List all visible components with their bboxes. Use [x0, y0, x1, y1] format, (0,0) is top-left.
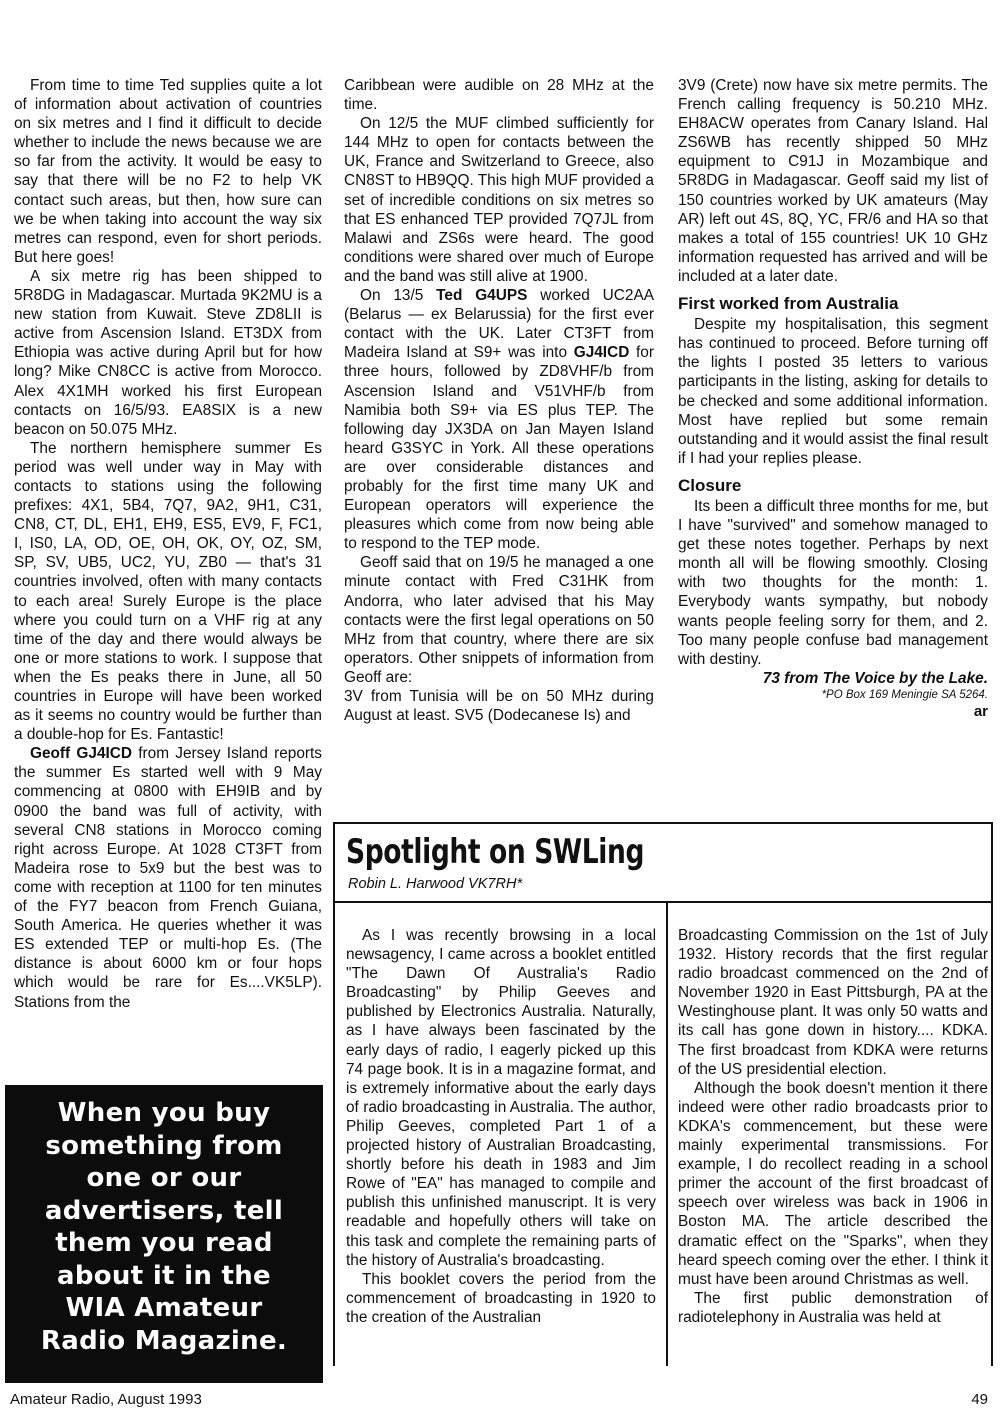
paragraph: The first public demonstration of radiotelephony in Australia was held at [678, 1289, 988, 1326]
subheading: Closure [678, 475, 742, 495]
paragraph: Broadcasting Commission on the 1st of July 1932. History records that the first regular radio broadcast commenced on the 2nd of November 1920 in East Pittsburgh, PA at the Westinghouse plant. It was only 50 watts and its call has gone down in history.... KDKA. The first broadcast from KDKA were returns of the US presidential election. [678, 927, 988, 1078]
ad-line: When you buy [57, 1098, 271, 1128]
column-4 [346, 926, 656, 1327]
paragraph: Its been a difficult three months for me, but I have "survived" and somehow managed to get these notes together. Perhaps by next month all will be flowing smoothly. Closing with two thoughts for the month: 1. Everybody wants sympathy, but nobody wants people feeling sorry for them, and 2. Too many people confuse bad management with destiny. [678, 497, 988, 668]
paragraph: Geoff said that on 19/5 he managed a one minute contact with Fred C31HK from Andorra, who later advised that his May contacts were the first legal operations on 50 MHz from that country, where there are six operators. Other snippets of information from Geoff are: [344, 554, 654, 686]
paragraph-text: On 13/5 [360, 287, 437, 305]
ad-line: advertisers, tell [44, 1195, 284, 1226]
paragraph: From time to time Ted supplies quite a lot of information about activation of countries on six metres and I find it difficult to decide whether to include the news because we are so far from the activity. It would be easy to say that there will be no F2 to help VK contact such areas, but then, how sure can we be when taking into account the way six metres can respond, even for short periods. But here goes! [14, 77, 322, 266]
paragraph: As I was recently browsing in a local newsagency, I came across a booklet entitled "The Dawn Of Australia's Radio Broadcasting" by Philip Geeves and published by Electronics Australia. Naturally, as I have always been fascinated by the early days of radio, I eagerly picked up this 74 page book. It is in a magazine format, and is extremely informative about the early days of radio broadcasting in Australia. The author, Philip Geeves, completed Part 1 of a projected history of Australian Broadcasting, shortly before his death in 1983 and Jim Rowe of "EA" has managed to compile and publish this unfinished manuscript. It is very readable and hopefully others will take on this task and complete the remaining parts of the history of Australia's broadcasting. [346, 927, 656, 1269]
paragraph: A six metre rig has been shipped to 5R8DG in Madagascar. Murtada 9K2MU is a new station from Kuwait. Steve ZD8LII is active from Ascension Island. ET3DX from Ethiopia was active during April but for how long? Mike CN8CC is active from Morocco. Alex 4X1MH worked his first European contacts on 16/5/93. EA8SIX is a new beacon on 50.075 MHz. [14, 267, 322, 438]
section-rule-top [333, 822, 993, 824]
paragraph: 3V from Tunisia will be on 50 MHz during August at least. SV5 (Dodecanese Is) and [344, 688, 654, 725]
sign-off: 73 from The Voice by the Lake. [762, 669, 988, 687]
ad-line: something from [45, 1130, 283, 1161]
author-address: *PO Box 169 Meningie SA 5264. [821, 688, 988, 701]
paragraph-text: for three hours, followed by ZD8VHF/b from Ascension Island and V51VHF/b from Namibia both S9+ via ES plus TEP. The following day JX3DA on Jan Mayen Island heard G3SYC in York. All these operations are over considerable distances and probably for the first time many UK and European operators will experience the pleasures which come from now being able to respond to the TEP mode. [344, 344, 654, 553]
paragraph: Despite my hospitalisation, this segment has continued to proceed. Before turning off the lights I posted 35 letters to various participants in the listing, asking for details to be checked and some additional information. Most have replied but some remain outstanding and it would assist the final result if I had your replies please. [678, 316, 988, 467]
advertiser-notice-box [5, 1085, 323, 1383]
paragraph [14, 744, 322, 1011]
section-rule-under-title [333, 901, 993, 903]
column-1 [14, 76, 322, 1012]
paragraph [344, 286, 654, 553]
column-rule-right [991, 822, 993, 1366]
bold-callsign: Ted G4UPS [436, 287, 528, 305]
bold-callsign: GJ4ICD [573, 344, 630, 362]
paragraph: Caribbean were audible on 28 MHz at the time. [344, 77, 654, 114]
ad-line: one or our [86, 1163, 242, 1193]
paragraph-text: worked UC2AA (Belarus — ex Belarussia) for the first ever contact with the UK. Later CT3FT from Madeira Island at S9+ was into [344, 287, 654, 362]
section-title: Spotlight on SWLing [346, 832, 645, 872]
page-number: 49 [971, 1391, 988, 1408]
paragraph: This booklet covers the period from the commencement of broadcasting in 1920 to the creation of the Australian [346, 1270, 656, 1326]
paragraph: 3V9 (Crete) now have six metre permits. The French calling frequency is 50.210 MHz. EH8ACW operates from Canary Island. Hal ZS6WB has recently shipped 50 MHz equipment to C91J in Mozambique and 5R8DG in Madagascar. Geoff said my list of 150 countries worked by UK amateurs (May AR) left out 4S, 8Q, YC, FR/6 and HA so that makes a total of 155 countries! UK 10 GHz information requested has arrived and will be included at a later date. [678, 77, 988, 285]
ad-line: Radio Magazine. [40, 1325, 288, 1356]
paragraph: The northern hemisphere summer Es period was well under way in May with contacts to stations using the following prefixes: 4X1, 5B4, 7Q7, 9A2, 9H1, C31, CN8, CT, DL, EH1, EH9, ES5, EV9, F, FC1, I, IS0, LA, OD, OE, OH, OK, OY, OZ, SM, SP, SV, UB5, UC2, YU, ZB0 — that's 31 countries involved, often with many contacts to each area! Surely Europe is the place where you could turn on a VHF rig at any time of the day and there would always be one or more stations to work. I suppose that when the Es peaks there in June, all 50 countries in Europe will have been worked as it seems no country would be further than a double-hop for Es. Fantastic! [14, 439, 322, 744]
column-3 [678, 76, 988, 721]
ad-line: about it in the [57, 1260, 271, 1291]
paragraph: Although the book doesn't mention it there indeed were other radio broadcasts prior to KDKA's commencement, but these were mainly experimental transmissions. For example, I do recollect reading in a school primer the account of the first broadcast of speech over wireless was back in 1906 in Boston MA. The article described the dramatic effect on the "Sparks", when they heard speech coming over the ether. I think it must have been around Christmas as well. [678, 1079, 988, 1288]
bold-callsign: Geoff GJ4ICD [30, 745, 133, 763]
section-author: Robin L. Harwood VK7RH* [348, 876, 523, 892]
column-5 [678, 926, 988, 1327]
ad-line: them you read [55, 1228, 273, 1258]
column-2 [344, 76, 654, 725]
paragraph-text: from Jersey Island reports the summer Es started well with 9 May commencing at 0800 with EH9IB and by 0900 the band was full of activity, with several CN8 stations in Morocco coming right across Europe. At 1028 CT3FT from Madeira rose to 5x9 but the best was to come with reception at 1100 for ten minutes of the FY7 beacon from French Guiana, South America. He queries whether it was ES extended TEP or multi-hop Es. (The distance is about 6000 km or four hops which would be rare for Es....VK5LP). Stations from the [14, 745, 323, 1011]
subheading: First worked from Australia [678, 294, 899, 314]
end-mark: ar [973, 702, 988, 720]
column-rule-left [333, 822, 335, 1366]
ad-line: WIA Amateur [65, 1293, 263, 1323]
paragraph: On 12/5 the MUF climbed sufficiently for 144 MHz to open for contacts between the UK, France and Switzerland to Greece, also CN8ST to HB9QQ. This high MUF provided a set of incredible conditions on six metres so that ES enhanced TEP provided 7Q7JL from Malawi and ZS6s were heard. The good conditions were shared over much of Europe and the band was still alive at 1900. [344, 115, 654, 285]
column-rule-middle [666, 903, 668, 1366]
footer-publication: Amateur Radio, August 1993 [10, 1391, 202, 1408]
